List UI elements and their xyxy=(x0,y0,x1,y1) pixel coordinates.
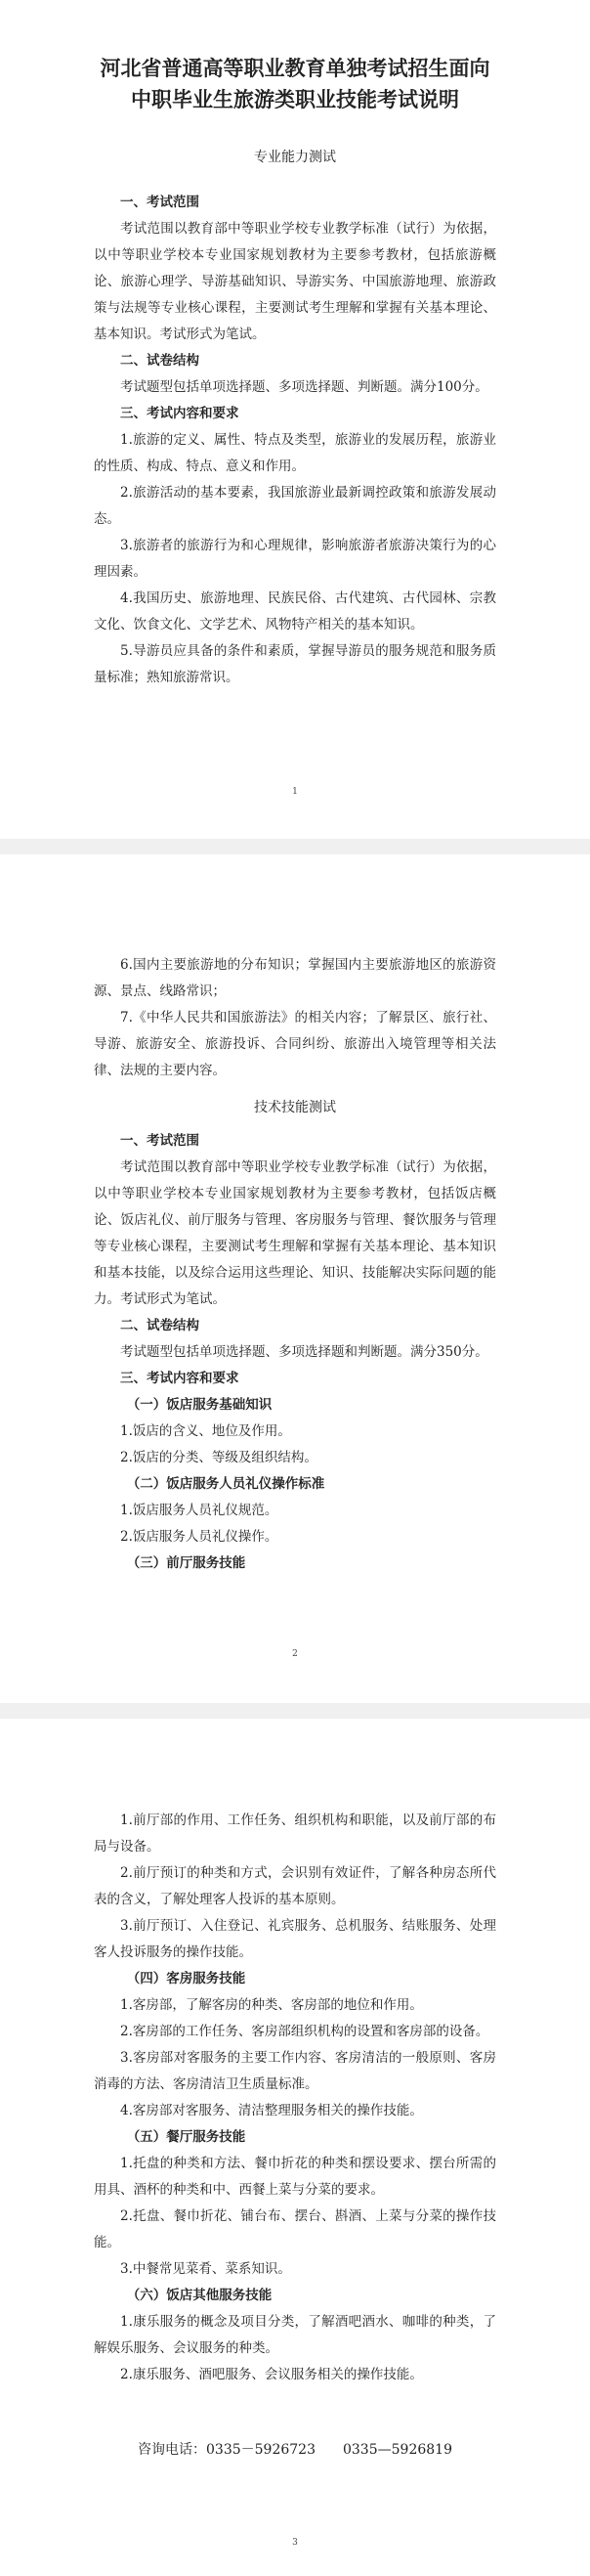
page-2 xyxy=(0,854,590,1703)
page-1 xyxy=(0,0,590,839)
heading-exam-content: 三、考试内容和要求 xyxy=(120,406,239,421)
subheading-housekeeping-skills: （四）客房服务技能 xyxy=(126,1971,246,1987)
list-item: 1.客房部，了解客房的种类、客房部的地位和作用。 xyxy=(120,1997,423,2013)
list-item: 2.旅游活动的基本要素，我国旅游业最新调控政策和旅游发展动态。 xyxy=(94,485,496,527)
page-3 xyxy=(0,1719,590,2576)
page-1-body xyxy=(94,190,496,691)
list-item: 2.客房部的工作任务、客房部组织机构的设置和客房部的设备。 xyxy=(120,2024,489,2039)
page-3-body xyxy=(94,1808,496,2388)
list-item: 2.饭店服务人员礼仪操作。 xyxy=(120,1529,278,1545)
list-item: 6.国内主要旅游地的分布知识；掌握国内主要旅游地区的旅游资源、景点、线路常识； xyxy=(94,957,496,999)
list-item: 1.饭店服务人员礼仪规范。 xyxy=(120,1503,278,1518)
subheading-hotel-basics: （一）饭店服务基础知识 xyxy=(126,1397,273,1413)
page-2-body xyxy=(94,1128,496,1577)
list-item: 2.托盘、餐巾折花、铺台布、摆台、斟酒、上菜与分菜的操作技能。 xyxy=(94,2208,496,2250)
page-number: 1 xyxy=(292,787,298,797)
list-item: 3.中餐常见菜肴、菜系知识。 xyxy=(120,2261,291,2277)
list-item: 3.旅游者的旅游行为和心理规律，影响旅游者旅游决策行为的心理因素。 xyxy=(94,538,496,580)
list-item: 1.旅游的定义、属性、特点及类型，旅游业的发展历程，旅游业的性质、构成、特点、意义和作用。 xyxy=(94,432,496,474)
document-title-line-1: 河北省普通高等职业教育单独考试招生面向 xyxy=(100,56,490,80)
page-number: 2 xyxy=(292,1649,298,1659)
page-2-top-body xyxy=(94,952,496,1084)
section-title-professional-ability: 专业能力测试 xyxy=(254,150,336,165)
heading-paper-structure: 二、试卷结构 xyxy=(120,1318,199,1333)
heading-exam-content: 三、考试内容和要求 xyxy=(120,1371,239,1386)
subheading-other-services: （六）饭店其他服务技能 xyxy=(126,2288,273,2303)
heading-exam-scope: 一、考试范围 xyxy=(120,1133,199,1149)
list-item: 2.康乐服务、酒吧服务、会议服务相关的操作技能。 xyxy=(120,2367,423,2382)
list-item: 1.托盘的种类和方法、餐巾折花的种类和摆设要求、摆台所需的用具、酒杯的种类和中、西餐上菜与分菜的要求。 xyxy=(94,2156,496,2198)
list-item: 5.导游员应具备的条件和素质，掌握导游员的服务规范和服务质量标准；熟知旅游常识。 xyxy=(94,643,496,685)
paragraph-exam-scope: 考试范围以教育部中等职业学校专业教学标准（试行）为依据，以中等职业学校本专业国家规划教材为主要参考教材，包括饭店概论、饭店礼仪、前厅服务与管理、客房服务与管理、餐饮服务与管理等专业核心课程，主要测试考生理解和掌握有关基本理论、基本知识和基本技能，以及综合运用这些理论、知识、技能解决实际问题的能力。考试形式为笔试。 xyxy=(94,1159,496,1307)
list-item: 1.康乐服务的概念及项目分类，了解酒吧酒水、咖啡的种类，了解娱乐服务、会议服务的种类。 xyxy=(94,2314,496,2356)
paragraph-paper-structure: 考试题型包括单项选择题、多项选择题、判断题。满分100分。 xyxy=(120,379,488,395)
list-item: 1.饭店的含义、地位及作用。 xyxy=(120,1423,291,1439)
subheading-restaurant-skills: （五）餐厅服务技能 xyxy=(126,2129,246,2145)
list-item: 3.客房部对客服务的主要工作内容、客房清洁的一般原则、客房消毒的方法、客房清洁卫生质量标准。 xyxy=(94,2050,496,2092)
heading-exam-scope: 一、考试范围 xyxy=(120,195,199,210)
list-item: 2.前厅预订的种类和方式，会识别有效证件，了解各种房态所代表的含义，了解处理客人投诉的基本原则。 xyxy=(94,1865,496,1907)
section-title-technical-skills: 技术技能测试 xyxy=(254,1100,336,1115)
list-item: 3.前厅预订、入住登记、礼宾服务、总机服务、结账服务、处理客人投诉服务的操作技能。 xyxy=(94,1918,496,1960)
list-item: 1.前厅部的作用、工作任务、组织机构和职能，以及前厅部的布局与设备。 xyxy=(94,1812,496,1855)
heading-paper-structure: 二、试卷结构 xyxy=(120,353,199,369)
list-item: 4.客房部对客服务、清洁整理服务相关的操作技能。 xyxy=(120,2103,423,2118)
list-item: 7.《中华人民共和国旅游法》的相关内容；了解景区、旅行社、导游、旅游安全、旅游投诉、合同纠纷、旅游出入境管理等相关法律、法规的主要内容。 xyxy=(94,1010,496,1078)
document-title xyxy=(39,53,551,115)
paragraph-paper-structure: 考试题型包括单项选择题、多项选择题和判断题。满分350分。 xyxy=(120,1344,488,1360)
subheading-etiquette-standards: （二）饭店服务人员礼仪操作标准 xyxy=(126,1476,325,1492)
document-title-line-2: 中职毕业生旅游类职业技能考试说明 xyxy=(131,87,459,111)
list-item: 2.饭店的分类、等级及组织结构。 xyxy=(120,1450,317,1465)
list-item: 4.我国历史、旅游地理、民族民俗、古代建筑、古代园林、宗教文化、饮食文化、文学艺术、风物特产相关的基本知识。 xyxy=(94,590,496,633)
paragraph-exam-scope: 考试范围以教育部中等职业学校专业教学标准（试行）为依据，以中等职业学校本专业国家规划教材为主要参考教材，包括旅游概论、旅游心理学、导游基础知识、导游实务、中国旅游地理、旅游政策与法规等专业核心课程，主要测试考生理解和掌握有关基本理论、基本知识。考试形式为笔试。 xyxy=(94,221,496,342)
contact-phone: 咨询电话：0335－5926723 0335—5926819 xyxy=(138,2442,452,2458)
page-number: 3 xyxy=(292,2538,298,2548)
subheading-front-office-skills: （三）前厅服务技能 xyxy=(126,1555,246,1571)
